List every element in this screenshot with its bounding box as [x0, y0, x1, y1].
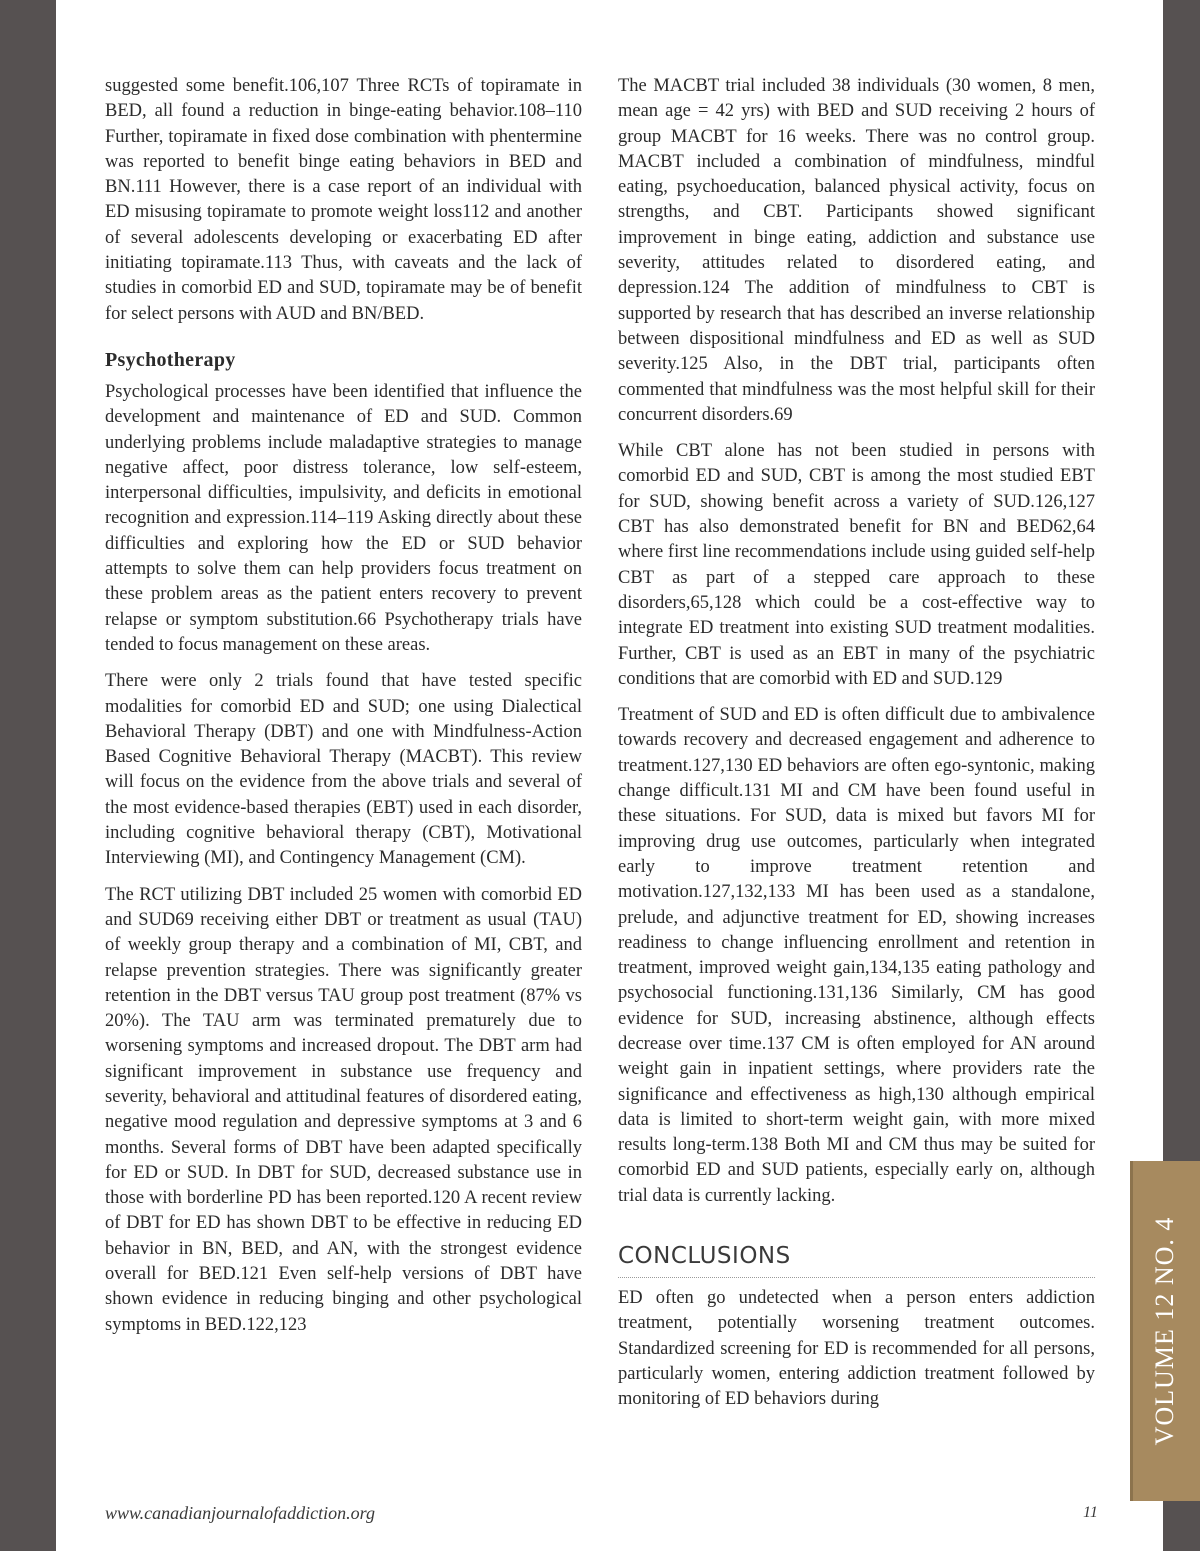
left-margin-band	[0, 0, 56, 1551]
paragraph-macbt-trial: The MACBT trial included 38 individuals (30 women, 8 men, mean age = 42 yrs) with BED and SUD receiving 2 hours of group MACBT for 16 weeks. There was no control group. MACBT included a combination of mindfulness, mindful eating, psychoeducation, balanced physical activity, focus on strengths, and CBT. Participants showed significant improvement in binge eating, addiction and substance use severity, attitudes related to disordered eating, and depression.124 The addition of mindfulness to CBT is supported by research that has described an inverse relationship between dispositional mindfulness and ED as well as SUD severity.125 Also, in the DBT trial, participants often commented that mindfulness was the most helpful skill for their concurrent disorders.69	[618, 76, 1095, 425]
volume-label: VOLUME 12 NO. 4	[1150, 1216, 1179, 1446]
paragraph-mi-cm: Treatment of SUD and ED is often difficult due to ambivalence towards recovery and decreased engagement and adherence to treatment.127,130 ED behaviors are often ego-syntonic, making change difficult.131 MI and CM have been found useful in these situations. For SUD, data is mixed but favors MI for improving drug use outcomes, particularly when integrated early to improve treatment retention and motivation.127,132,133 MI has been used as a standalone, prelude, and adjunctive treatment for ED, showing increases readiness to change influencing enrollment and retention in treatment, improved weight gain,134,135 eating pathology and psychosocial functioning.131,136 Similarly, CM has good evidence for SUD, increasing abstinence, although effects decrease over time.137 CM is often employed for AN around weight gain in inpatient settings, where providers rate the significance and effectiveness as high,130 although empirical data is limited to short-term weight gain, with more mixed results long-term.138 Both MI and CM thus may be suited for comorbid ED and SUD patients, especially early on, although trial data is currently lacking.	[618, 705, 1095, 1206]
paragraph-psychological-processes: Psychological processes have been identified that influence the development and maintenance of ED and SUD. Common underlying problems include maladaptive strategies to manage negative affect, poor distress tolerance, low self-esteem, interpersonal difficulties, impulsivity, and deficits in emotional recognition and expression.114–119 Asking directly about these difficulties and exploring how the ED or SUD behavior attempts to solve them can help providers focus treatment on these problem areas as the patient enters recovery to prevent relapse or symptom substitution.66 Psychotherapy trials have tended to focus management on these areas.	[105, 381, 582, 655]
psychotherapy-heading: Psychotherapy	[105, 348, 236, 371]
right-column	[618, 74, 1095, 1424]
page-number: 11	[1083, 1504, 1098, 1521]
paragraph-conclusions: ED often go undetected when a person enters addiction treatment, potentially worsening treatment outcomes. Standardized screening for ED is recommended for all persons, particularly women, entering addiction treatment followed by monitoring of ED behaviors during	[618, 1288, 1095, 1410]
paragraph-topiramate: suggested some benefit.106,107 Three RCTs of topiramate in BED, all found a reduction in binge-eating behavior.108–110 Further, topiramate in fixed dose combination with phentermine was reported to benefit binge eating behaviors in BED and BN.111 However, there is a case report of an individual with ED misusing topiramate to promote weight loss112 and another of several adolescents developing or exacerbating ED after initiating topiramate.113 Thus, with caveats and the lack of studies in comorbid ED and SUD, topiramate may be of benefit for select persons with AUD and BN/BED.	[105, 76, 582, 324]
conclusions-heading: CONCLUSIONS	[618, 1243, 791, 1270]
paragraph-dbt-rct: The RCT utilizing DBT included 25 women with comorbid ED and SUD69 receiving either DBT or treatment as usual (TAU) of weekly group therapy and a combination of MI, CBT, and relapse prevention strategies. There was significantly greater retention in the DBT versus TAU group post treatment (87% vs 20%). The TAU arm was terminated prematurely due to worsening symptoms and increased dropout. The DBT arm had significant improvement in substance use frequency and severity, behavioral and attitudinal features of disordered eating, negative mood regulation and depressive symptoms at 3 and 6 months. Several forms of DBT have been adapted specifically for ED or SUD. In DBT for SUD, decreased substance use in those with borderline PD has been reported.120 A recent review of DBT for ED has shown DBT to be effective in reducing ED behavior in BN, BED, and AN, with the strongest evidence overall for BED.121 Even self-help versions of DBT have shown evidence in reducing binging and other psychological symptoms in BED.122,123	[105, 884, 582, 1335]
paragraph-cbt: While CBT alone has not been studied in persons with comorbid ED and SUD, CBT is among the most studied EBT for SUD, showing benefit across a variety of SUD.126,127 CBT has also demonstrated benefit for BN and BED62,64 where first line recommendations include using guided self-help CBT as part of a stepped care approach to these disorders,65,128 which could be a cost-effective way to integrate ED treatment into existing SUD treatment modalities. Further, CBT is used as an EBT in many of the psychiatric conditions that are comorbid with ED and SUD.129	[618, 441, 1095, 689]
section-divider	[618, 1277, 1095, 1278]
journal-url-link[interactable]: www.canadianjournalofaddiction.org	[105, 1503, 376, 1523]
left-column	[105, 74, 582, 1349]
paragraph-trials-overview: There were only 2 trials found that have tested specific modalities for comorbid ED and SUD; one using Dialectical Behavioral Therapy (DBT) and one with Mindfulness-Action Based Cognitive Behavioral Therapy (MACBT). This review will focus on the evidence from the above trials and several of the most evidence-based therapies (EBT) used in each disorder, including cognitive behavioral therapy (CBT), Motivational Interviewing (MI), and Contingency Management (CM).	[105, 671, 582, 869]
